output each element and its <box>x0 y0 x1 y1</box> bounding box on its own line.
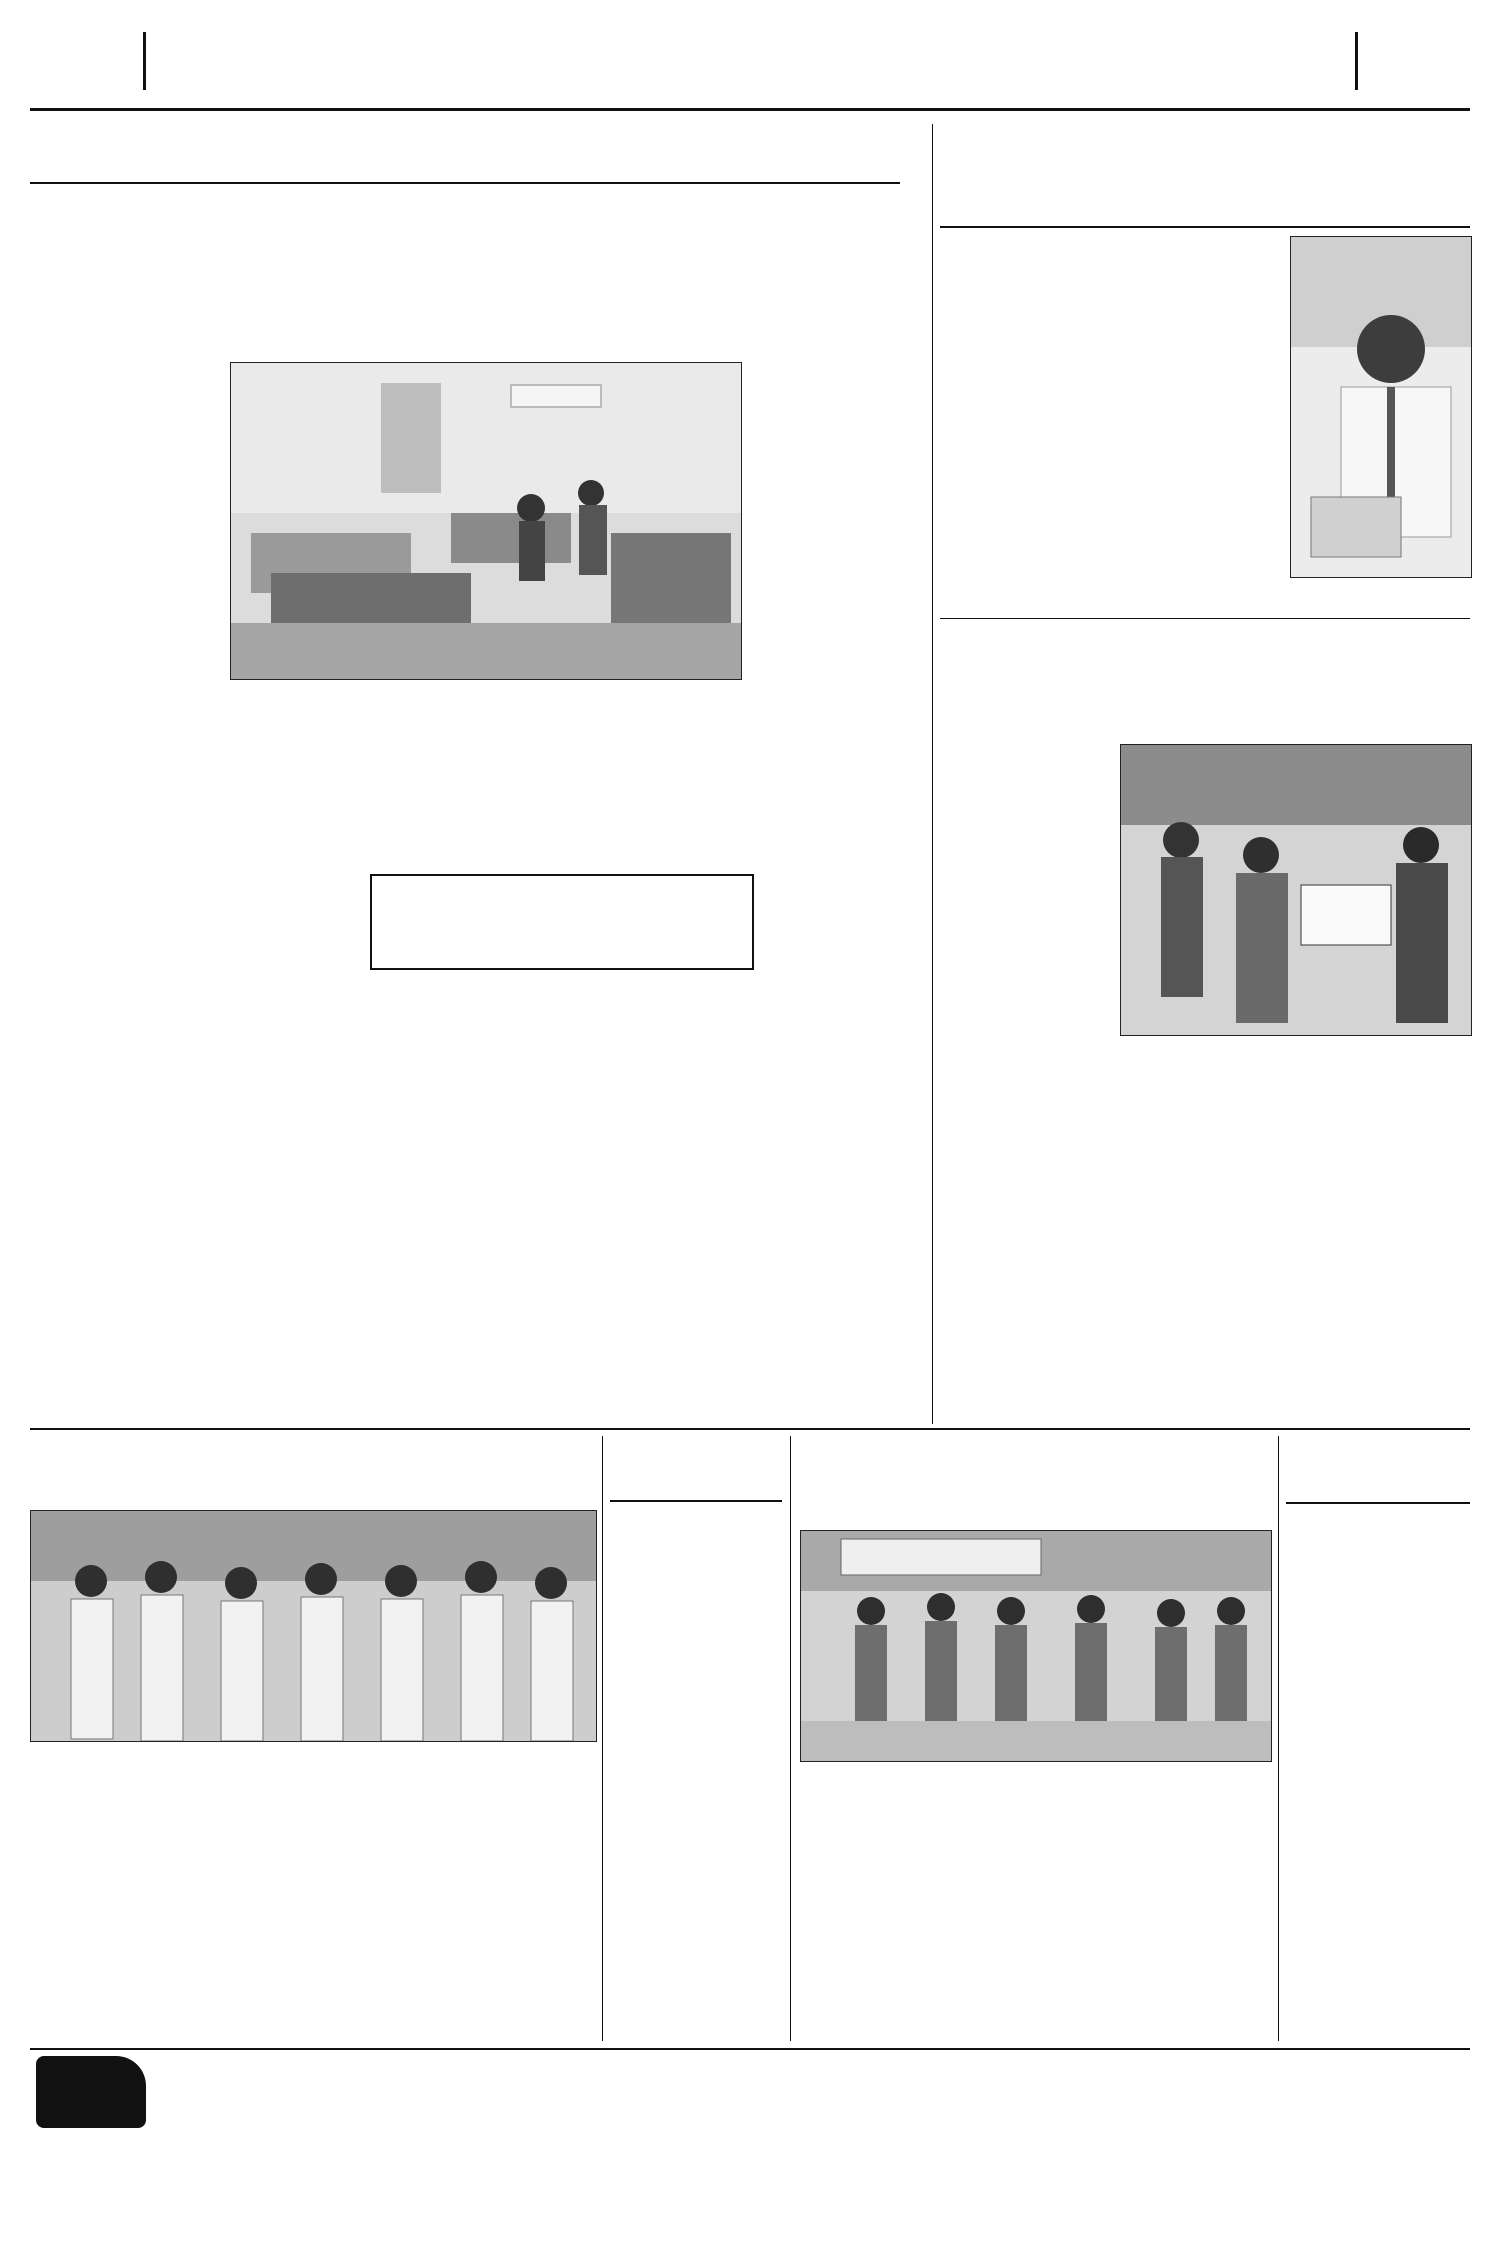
science-bottom-rule <box>940 618 1470 619</box>
award-ceremony-image <box>1121 745 1471 1035</box>
book-body-col2 <box>958 1792 1106 2040</box>
science-photo <box>1290 236 1472 578</box>
scout-photo-caption <box>1120 1042 1470 1082</box>
hospital-ward-image <box>231 363 741 679</box>
science-rule <box>940 226 1470 228</box>
lead-body-col2c <box>570 710 740 870</box>
column-rule-durga <box>602 1436 603 2041</box>
lead-body-col1 <box>30 362 220 1420</box>
book-body-col3 <box>1116 1792 1270 2040</box>
section-divider-2 <box>30 2048 1470 2050</box>
column-rule-main <box>932 124 933 1424</box>
science-body-col2 <box>1110 236 1280 608</box>
durga-photo <box>30 1510 597 1742</box>
lead-photo <box>230 362 742 680</box>
durga-photo-caption <box>30 1744 595 1766</box>
scout-photo <box>1120 744 1472 1036</box>
science-body-col1 <box>940 236 1100 608</box>
lead-photo-caption <box>230 682 740 704</box>
page-number-divider <box>1355 32 1358 90</box>
lead-body-lower-right <box>560 976 740 1420</box>
durga-body-col3 <box>410 1770 595 2040</box>
scout-body <box>940 744 1110 1420</box>
book-photo-caption <box>800 1764 1270 1786</box>
lead-body-lower-mid <box>370 976 550 1420</box>
durga-body-col1 <box>30 1770 210 2040</box>
book-release-image <box>801 1531 1271 1761</box>
scout-body-col2 <box>1120 1090 1470 1420</box>
lead-kicker-rule <box>30 182 900 184</box>
artist-rule <box>610 1500 782 1502</box>
lead-body-col2b <box>400 710 560 870</box>
science-photo-caption <box>1290 584 1470 604</box>
masthead-divider <box>143 32 146 90</box>
student-portrait-image <box>1291 237 1471 577</box>
procession-image <box>31 1511 596 1741</box>
section-divider-1 <box>30 1428 1470 1430</box>
lead-body-lower-left <box>230 874 360 1420</box>
health-rule <box>1286 1502 1470 1504</box>
sub-headline-box <box>370 874 754 970</box>
column-rule-artist <box>790 1436 791 2041</box>
masthead-rule <box>30 108 1470 111</box>
masthead <box>30 26 1470 104</box>
column-rule-book <box>1278 1436 1279 2041</box>
health-body <box>1286 1508 1470 2040</box>
photo-news-badge <box>36 2056 146 2128</box>
lead-body-col2 <box>230 710 390 870</box>
artist-body <box>610 1508 782 2040</box>
lead-body-col3 <box>750 362 925 1420</box>
book-body-col1 <box>800 1792 948 2040</box>
durga-body-col2 <box>220 1770 400 2040</box>
gallery-photo-1 <box>36 2134 136 2142</box>
book-photo <box>800 1530 1272 1762</box>
